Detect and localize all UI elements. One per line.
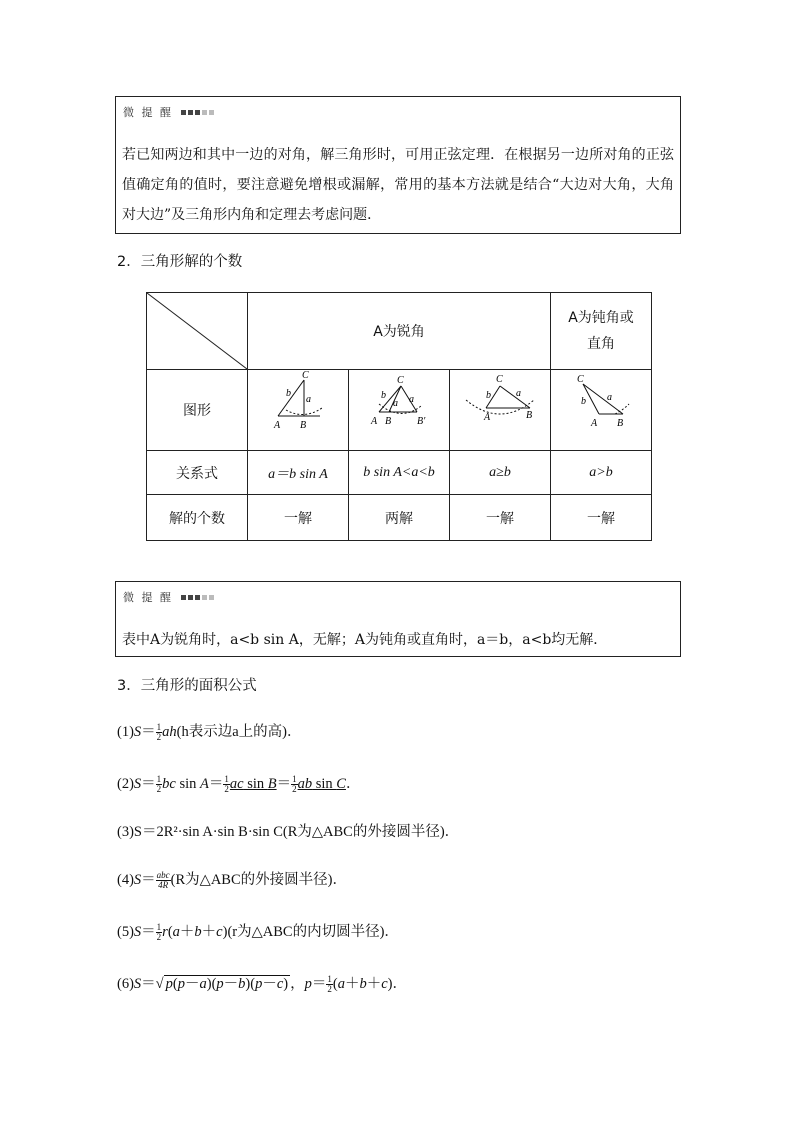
square-icon — [181, 595, 186, 600]
triangle-figure-3 — [450, 370, 550, 450]
square-icon — [181, 110, 186, 115]
square-icon — [202, 595, 207, 600]
tip-box-1 — [115, 96, 681, 234]
row-label-figure: 图形 — [147, 370, 248, 451]
relation-2: b sin A<a<b — [349, 451, 450, 495]
formula-4-note: (R为△ABC的外接圆半径)． — [170, 872, 347, 888]
label-A: A — [591, 418, 598, 429]
tip-header — [116, 97, 680, 118]
formula-4: (4)S＝ $\frac{\text{abc}}{4R}$ (R为△ABC的外接圆半径)． — [117, 870, 347, 890]
tip-label: 微 提 醒 — [123, 106, 173, 119]
label-a: a — [393, 398, 398, 409]
square-icon — [188, 110, 193, 115]
row-label-count: 解的个数 — [147, 495, 248, 541]
square-icon — [195, 110, 200, 115]
relation-1: a＝b sin A — [248, 451, 349, 495]
triangle-figure-4 — [551, 370, 651, 450]
count-1: 一解 — [248, 495, 349, 541]
count-2: 两解 — [349, 495, 450, 541]
formula-1-index: (1) — [117, 724, 134, 740]
square-icon — [209, 595, 214, 600]
section-2-title: 2．三角形解的个数 — [117, 254, 243, 270]
label-A: A — [274, 420, 281, 431]
label-B: B — [300, 420, 307, 431]
label-a: a — [516, 388, 521, 399]
tip-box-2 — [115, 581, 681, 657]
label-a: a — [306, 394, 311, 405]
row-label-relation: 关系式 — [147, 451, 248, 495]
formula-2: (2)S＝ $\frac{1}{2}$ bc sin A＝ $\frac{1}{2}$ ac sin B＝ $\frac{1}{2}$ ab sin C． — [117, 774, 361, 794]
label-B: B — [385, 416, 392, 427]
figure-1-cell — [248, 370, 349, 451]
triangle-figure-2 — [349, 370, 449, 450]
header-acute — [248, 293, 551, 370]
label-a: a — [409, 394, 414, 405]
figure-2-cell — [349, 370, 450, 451]
label-B: B — [526, 410, 533, 421]
figure-4-cell — [551, 370, 652, 451]
diagonal-corner-cell — [147, 293, 248, 370]
formula-5: (5)S＝ $\frac{1}{2}$ r(a＋b＋c)(r为△ABC的内切圆半径)． — [117, 922, 399, 942]
square-icon — [188, 595, 193, 600]
header-obtuse — [551, 293, 652, 370]
section-3-title: 3．三角形的面积公式 — [117, 678, 257, 694]
formula-6: (6)S＝√ p(p－a)(p－b)(p－c) ，p＝ $\frac{1}{2}$ (a＋b＋c)． — [117, 974, 407, 994]
label-B-prime: B′ — [417, 416, 426, 427]
formula-3: (3)S＝2R²·sin A·sin B·sin C(R为△ABC的外接圆半径)． — [117, 824, 460, 840]
square-icon — [195, 595, 200, 600]
formula-1-note: (h表示边a上的高)． — [176, 724, 302, 740]
label-C: C — [397, 375, 404, 386]
triangle-figure-1 — [248, 370, 348, 450]
label-a: a — [607, 392, 612, 403]
formula-5-note: (r为△ABC的内切圆半径)． — [227, 924, 399, 940]
relation-3: a≥b — [450, 451, 551, 495]
count-4: 一解 — [551, 495, 652, 541]
header-obtuse-line2: 直角 — [587, 336, 615, 352]
label-b: b — [381, 390, 386, 401]
label-A: A — [484, 412, 491, 423]
formula-1: (1)S＝ $\frac{1}{2}$ ah(h表示边a上的高)． — [117, 722, 302, 742]
label-b: b — [581, 396, 586, 407]
tip-header — [116, 582, 680, 603]
tip-text: 若已知两边和其中一边的对角，解三角形时，可用正弦定理．在根据另一边所对角的正弦值确定角的值时，要注意避免增根或漏解，常用的基本方法就是结合“大边对大角，大角对大边”及三角形内角和定理去考虑问题． — [122, 147, 674, 223]
tip-text: 表中A为锐角时，a<b sin A，无解；A为钝角或直角时，a＝b，a<b均无解． — [122, 632, 608, 648]
figure-3-cell — [450, 370, 551, 451]
label-C: C — [577, 374, 584, 385]
tip-label: 微 提 醒 — [123, 591, 173, 604]
square-icon — [202, 110, 207, 115]
label-A: A — [371, 416, 378, 427]
header-obtuse-line1: A为钝角或 — [568, 310, 634, 326]
square-icon — [209, 110, 214, 115]
relation-4: a>b — [551, 451, 652, 495]
label-b: b — [286, 388, 291, 399]
label-C: C — [496, 374, 503, 385]
count-3: 一解 — [450, 495, 551, 541]
label-B: B — [617, 418, 624, 429]
header-acute-label: A为锐角 — [373, 324, 425, 340]
label-C: C — [302, 370, 309, 381]
label-b: b — [486, 390, 491, 401]
solution-count-table — [146, 292, 652, 541]
